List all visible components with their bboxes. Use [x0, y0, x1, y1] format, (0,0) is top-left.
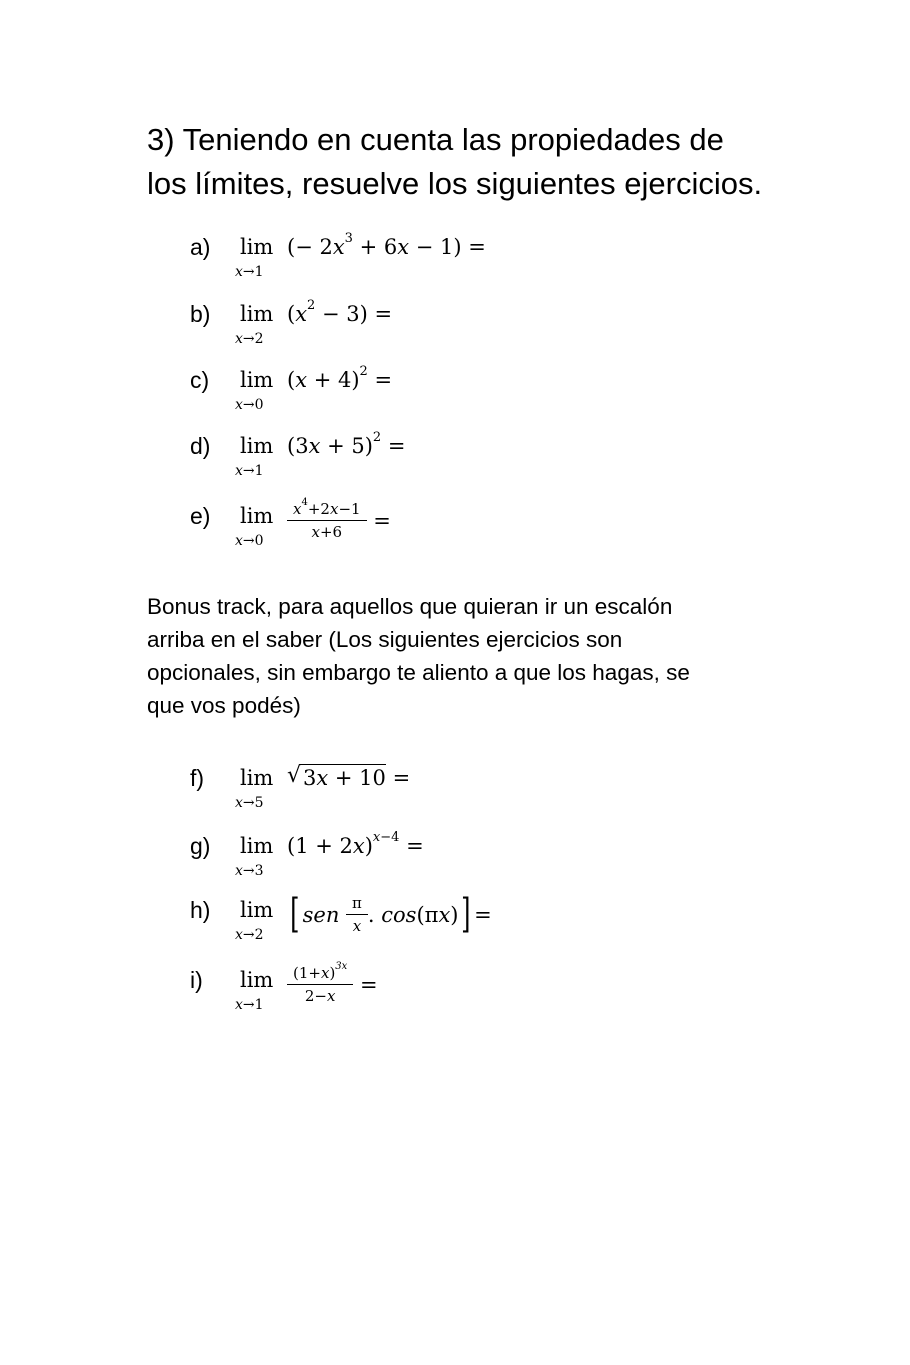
fraction: $\frac{\pi}{x}$	[346, 894, 368, 935]
limit-expression: $\frac{(1+x)^{3x}}{2-x}$ =	[287, 966, 378, 1007]
exercise-i	[190, 961, 790, 1026]
bonus-line-2: arriba en el saber (Los siguientes ejercicios son	[147, 627, 623, 652]
lim-operator: lim	[240, 368, 274, 392]
lim-operator: lim	[240, 968, 274, 992]
fraction: $\frac{x^4+2x-1}{x+6}$	[287, 500, 367, 541]
lim-subscript: x→1	[235, 997, 264, 1013]
limit-expression: √ 3x + 10 =	[287, 763, 411, 790]
lim-subscript: x→3	[235, 863, 264, 879]
lim-subscript: x→5	[235, 795, 264, 811]
lim-operator: lim	[240, 235, 274, 259]
exercise-f	[190, 764, 790, 824]
exercise-letter: d)	[190, 433, 211, 459]
lim-subscript: x→1	[235, 463, 264, 479]
exercise-c	[190, 366, 790, 426]
limit-expression: $(1 + 2x)^{x-4}$ =	[287, 830, 424, 858]
exercise-a	[190, 233, 790, 293]
bonus-line-3: opcionales, sin embargo te aliento a que los hagas, se	[147, 660, 690, 685]
lim-operator: lim	[240, 434, 274, 458]
exercise-letter: i)	[190, 967, 203, 993]
lim-operator: lim	[240, 898, 274, 922]
exercise-letter: b)	[190, 301, 211, 327]
square-root: √ 3x + 10	[287, 763, 386, 790]
exercise-e	[190, 497, 790, 562]
exercise-letter: f)	[190, 765, 205, 791]
limit-expression: $(x + 4)^2$ =	[287, 364, 393, 392]
lim-subscript: x→1	[235, 264, 264, 280]
lim-operator: lim	[240, 302, 274, 326]
heading-line-1: 3) Teniendo en cuenta las propiedades de	[147, 122, 724, 157]
left-bracket: [	[290, 890, 300, 937]
bonus-paragraph	[147, 590, 787, 722]
exercise-d	[190, 432, 790, 492]
heading-line-2: los límites, resuelve los siguientes ejercicios.	[147, 166, 763, 201]
lim-operator: lim	[240, 834, 274, 858]
limit-expression: (− $2x^3 + 6x - 1$) =	[287, 231, 486, 259]
exercise-letter: e)	[190, 503, 211, 529]
exercise-h	[190, 890, 790, 956]
bonus-line-4: que vos podés)	[147, 693, 301, 718]
fraction: $\frac{(1+x)^{3x}}{2-x}$	[287, 964, 353, 1005]
limit-expression: $(x^2 - 3)$ =	[287, 298, 393, 326]
lim-subscript: x→2	[235, 927, 264, 943]
exercise-letter: c)	[190, 367, 210, 393]
radical-icon: √	[287, 763, 302, 788]
lim-subscript: x→0	[235, 397, 264, 413]
lim-subscript: x→0	[235, 533, 264, 549]
bonus-line-1: Bonus track, para aquellos que quieran ir un escalón	[147, 594, 673, 619]
limit-expression: $\frac{x^4+2x-1}{x+6}$ =	[287, 502, 391, 543]
exercise-letter: h)	[190, 897, 211, 923]
exercise-b	[190, 300, 790, 360]
lim-operator: lim	[240, 766, 274, 790]
limit-expression: $(3x + 5)^2$ =	[287, 430, 406, 458]
exercise-letter: a)	[190, 234, 211, 260]
lim-subscript: x→2	[235, 331, 264, 347]
exercise-g	[190, 832, 790, 892]
lim-operator: lim	[240, 504, 274, 528]
right-bracket: ]	[461, 890, 471, 937]
exercise-letter: g)	[190, 833, 211, 859]
limit-expression: [ sen $\frac{\pi}{x}$ . cos(πx)] =	[290, 890, 492, 937]
exercise-heading	[147, 118, 847, 206]
